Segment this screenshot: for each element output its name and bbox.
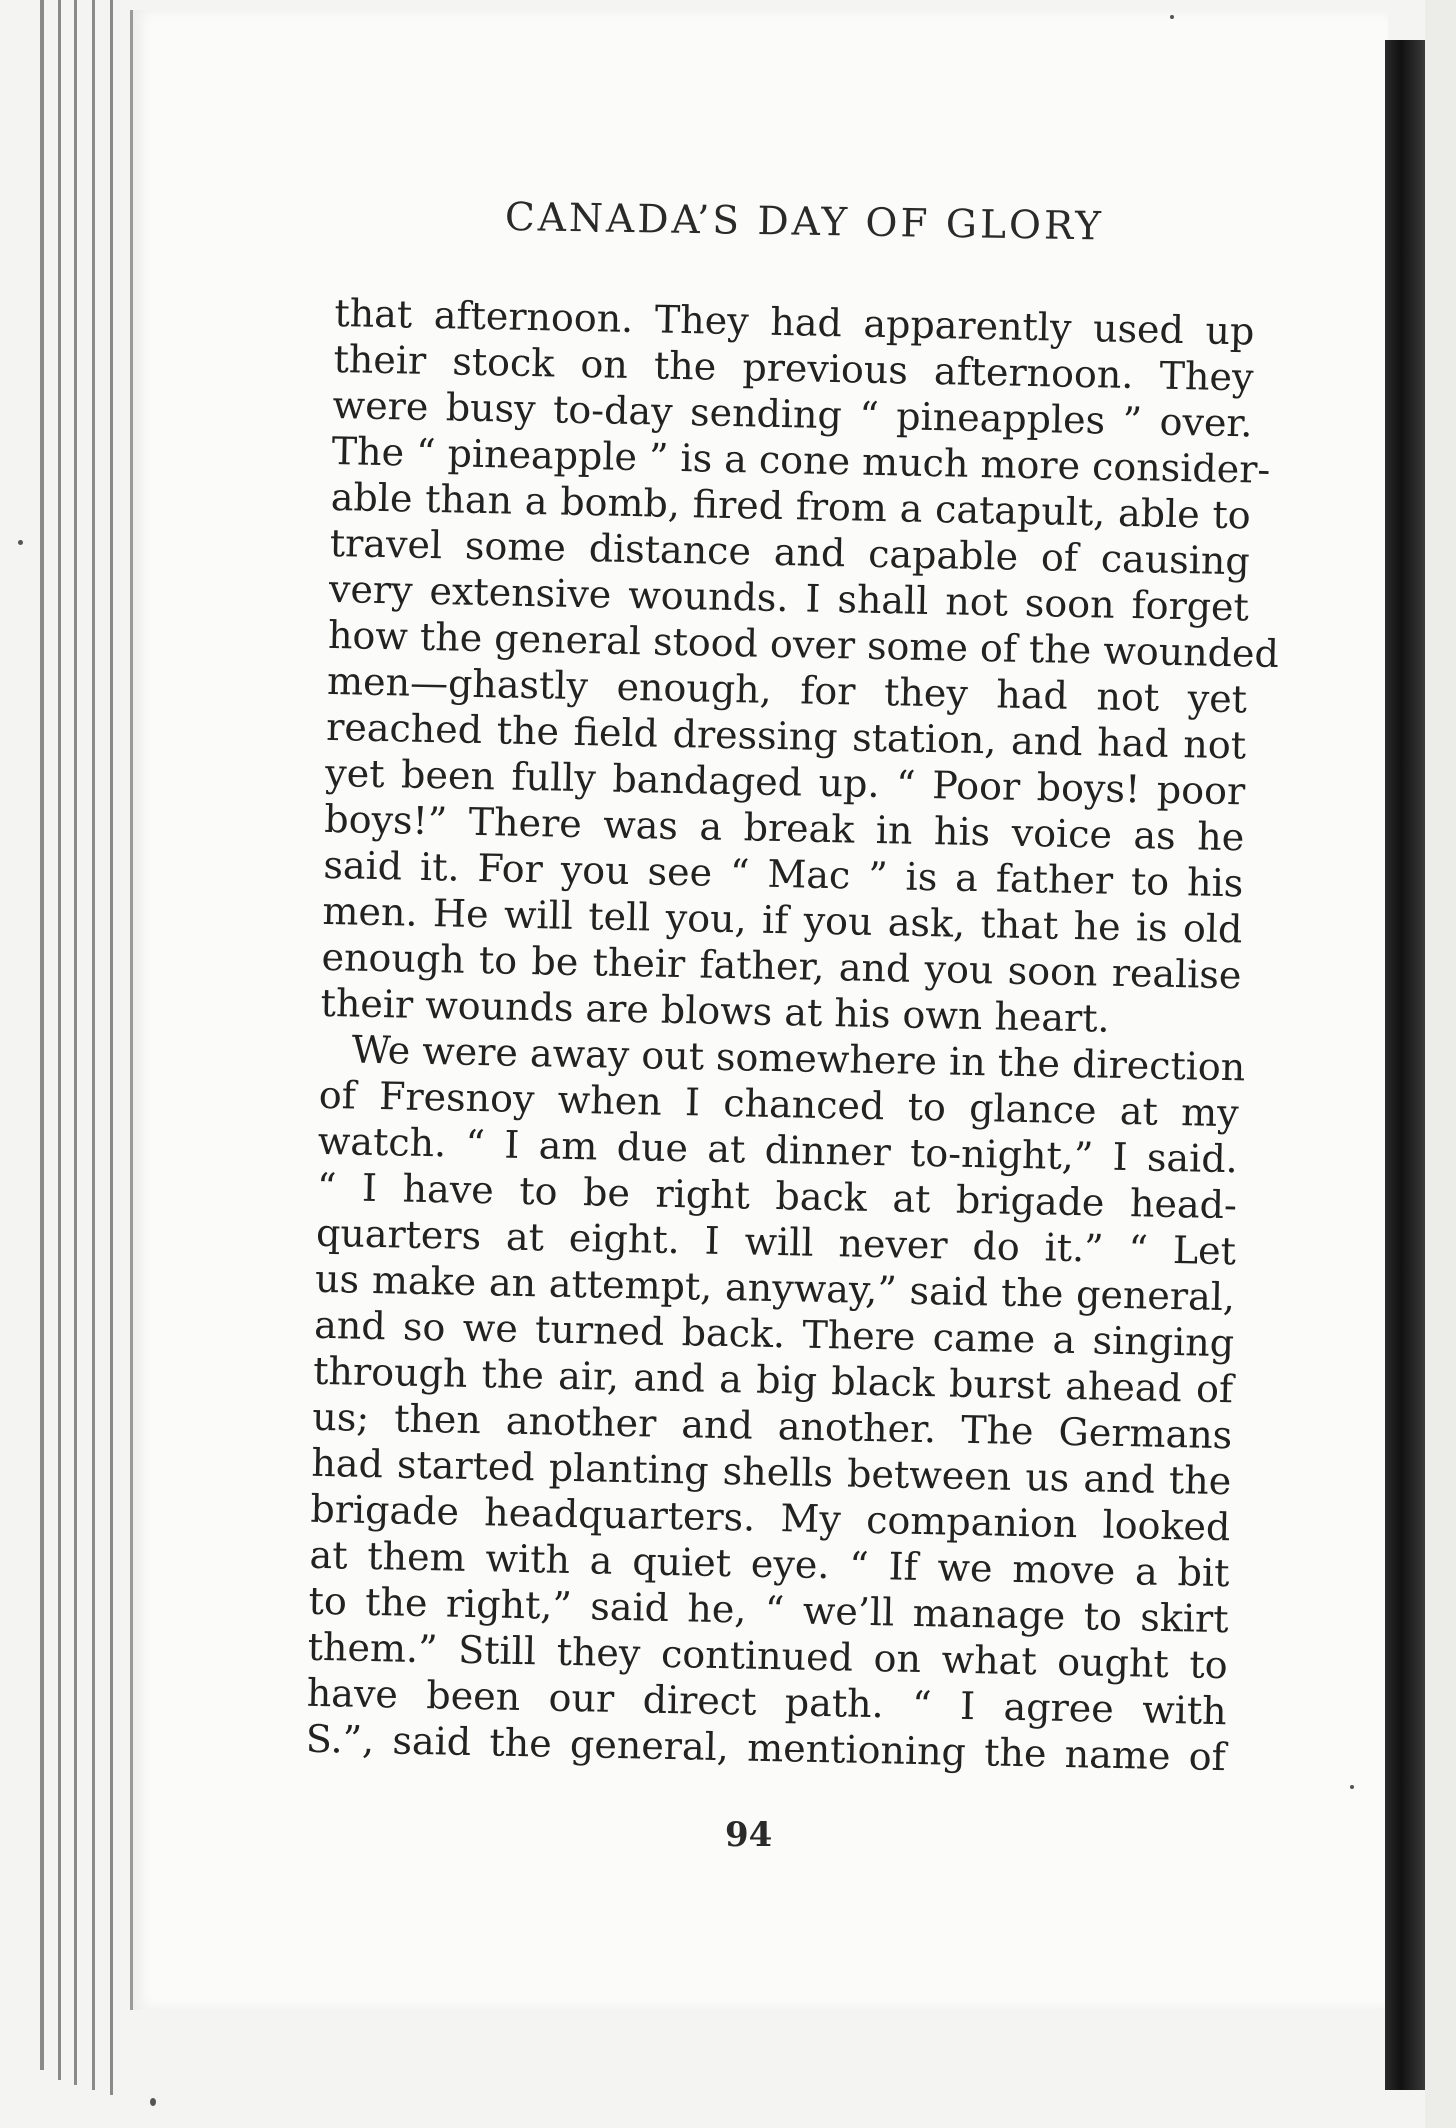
text-line: able than a bomb, fired from a catapult, able to bbox=[330, 474, 1252, 538]
text-line: yet been fully bandaged up. “ Poor boys! poor bbox=[324, 750, 1246, 814]
text-line: us; then another and another. The Germans bbox=[311, 1394, 1233, 1458]
text-line: reached the field dressing station, and had not bbox=[325, 704, 1247, 768]
scan-speck bbox=[1170, 15, 1174, 19]
text-line: them.” Still they continued on what ought to bbox=[307, 1624, 1229, 1688]
text-line: at them with a quiet eye. “ If we move a bit bbox=[309, 1532, 1230, 1596]
text-line: travel some distance and capable of causing bbox=[329, 520, 1251, 584]
text-line: through the air, and a big black burst ahead of bbox=[312, 1348, 1234, 1412]
book-right-edge bbox=[1385, 40, 1425, 2090]
page-edge-line bbox=[92, 0, 95, 2090]
text-line: to the right,” said he, “ we’ll manage to skirt bbox=[308, 1578, 1229, 1642]
body-text bbox=[305, 290, 1280, 1780]
scan-speck bbox=[1350, 1785, 1354, 1789]
page-number: 94 bbox=[725, 1815, 773, 1855]
text-line: men. He will tell you, if you ask, that he is old bbox=[322, 888, 1243, 952]
text-line: enough to be their father, and you soon realise bbox=[321, 934, 1242, 998]
text-line: had started planting shells between us and the bbox=[311, 1440, 1232, 1504]
running-head: CANADA’S DAY OF GLORY bbox=[504, 195, 1105, 250]
text-line: quarters at eight. I will never do it.” “ Let bbox=[315, 1210, 1237, 1274]
text-line: their stock on the previous afternoon. They bbox=[333, 336, 1254, 400]
page-edge-line bbox=[40, 0, 44, 2070]
page-edge-line bbox=[58, 0, 61, 2080]
text-line: boys!” There was a break in his voice as he bbox=[323, 796, 1245, 860]
text-line: that afternoon. They had apparently used up bbox=[334, 290, 1255, 354]
text-line: brigade headquarters. My companion looked bbox=[310, 1486, 1231, 1550]
scan-speck bbox=[150, 2098, 156, 2106]
text-line: and so we turned back. There came a singing bbox=[313, 1302, 1235, 1366]
page-edge-line bbox=[74, 0, 77, 2085]
text-line: of Fresnoy when I chanced to glance at my bbox=[318, 1072, 1240, 1136]
text-line: watch. “ I am due at dinner to-night,” I said. bbox=[317, 1118, 1239, 1182]
scan-margin bbox=[1425, 0, 1456, 2128]
text-line: The “ pineapple ” is a cone much more consider- bbox=[331, 428, 1271, 492]
text-line: “ I have to be right back at brigade head- bbox=[316, 1164, 1238, 1228]
text-line: us make an attempt, anyway,” said the general, bbox=[314, 1256, 1236, 1320]
text-line: were busy to-day sending “ pineapples ” over. bbox=[332, 382, 1253, 446]
text-line: how the general stood over some of the wounded bbox=[327, 612, 1280, 677]
page-edge-line bbox=[110, 0, 113, 2095]
text-line: men—ghastly enough, for they had not yet bbox=[326, 658, 1248, 722]
text-line: said it. For you see “ Mac ” is a father to his bbox=[323, 842, 1244, 906]
text-line: S.”, said the general, mentioning the name of bbox=[305, 1716, 1227, 1780]
text-line: have been our direct path. “ I agree with bbox=[306, 1670, 1228, 1734]
page-edges bbox=[40, 0, 140, 2128]
text-line: We were away out somewhere in the direction bbox=[351, 1027, 1246, 1090]
text-line: their wounds are blows at his own heart. bbox=[320, 980, 1111, 1041]
text-line: very extensive wounds. I shall not soon forget bbox=[328, 566, 1250, 630]
scan-speck bbox=[18, 540, 23, 545]
